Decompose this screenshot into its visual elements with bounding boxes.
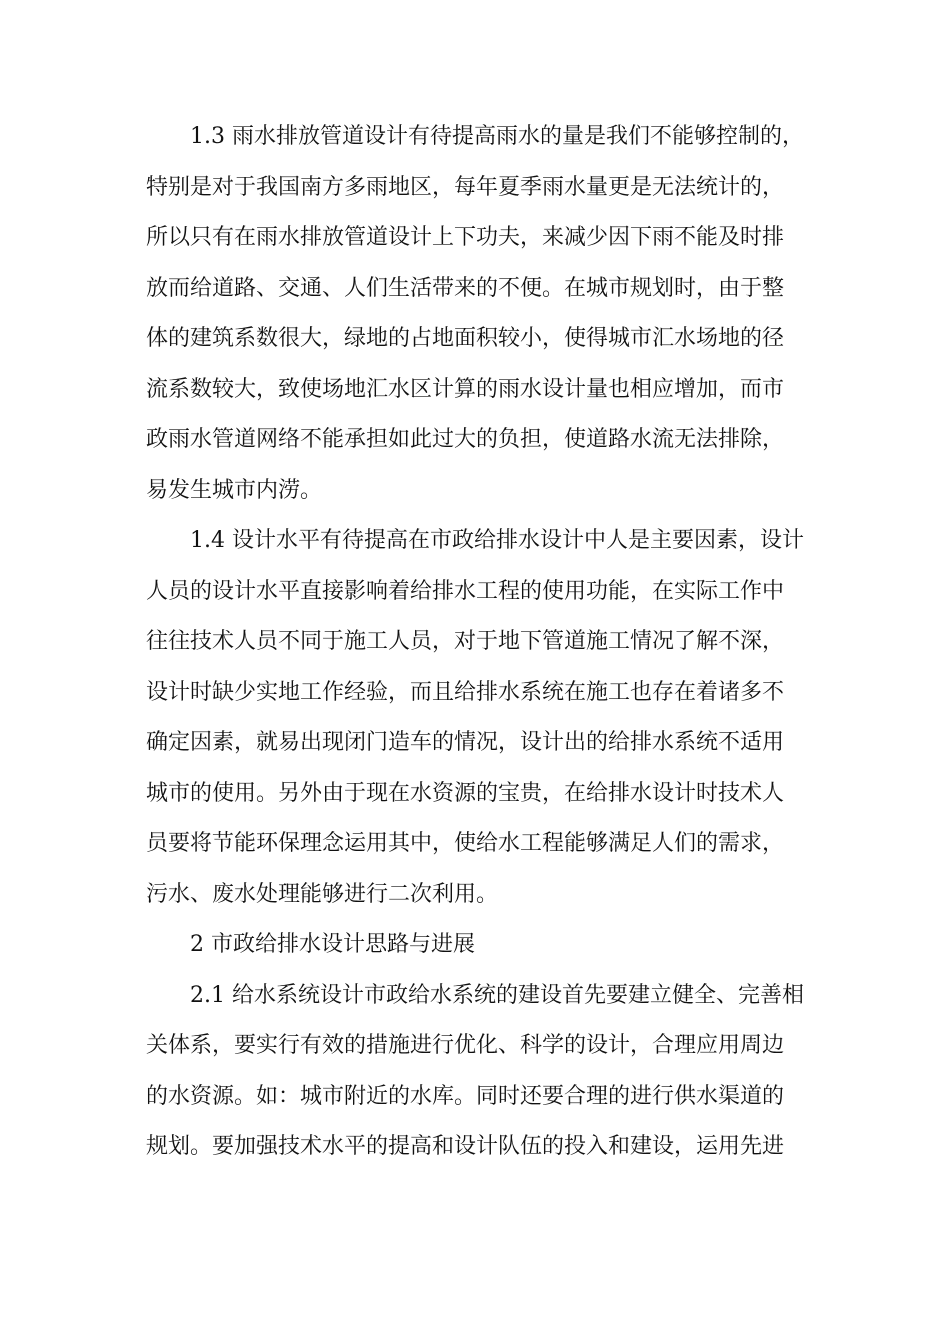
text-line: 城市的使用。另外由于现在水资源的宝贵，在给排水设计时技术人	[146, 780, 785, 806]
text-line: 易发生城市内涝。	[146, 477, 323, 503]
text-line: 所以只有在雨水排放管道设计上下功夫，来减少因下雨不能及时排	[146, 225, 785, 250]
paragraph-2-1	[146, 971, 808, 1173]
text-line: 体的建筑系数很大，绿地的占地面积较小，使得城市汇水场地的径	[146, 326, 785, 351]
text-line: 特别是对于我国南方多雨地区，每年夏季雨水量更是无法统计的，	[146, 174, 785, 200]
text-line: 人员的设计水平直接影响着给排水工程的使用功能，在实际工作中	[146, 578, 785, 604]
text-line: 规划。要加强技术水平的提高和设计队伍的投入和建设，运用先进	[146, 1134, 785, 1159]
text-line: 的水资源。如：城市附近的水库。同时还要合理的进行供水渠道的	[146, 1083, 785, 1109]
section-heading-2	[146, 920, 808, 971]
text-line: 1.4 设计水平有待提高在市政给排水设计中人是主要因素，设计	[190, 528, 804, 553]
text-line: 关体系，要实行有效的措施进行优化、科学的设计，合理应用周边	[146, 1033, 785, 1058]
text-line: 员要将节能环保理念运用其中，使给水工程能够满足人们的需求，	[146, 831, 785, 856]
text-line: 污水、废水处理能够进行二次利用。	[146, 881, 499, 907]
text-line: 1.3 雨水排放管道设计有待提高雨水的量是我们不能够控制的，	[190, 124, 804, 149]
paragraph-1-3	[146, 112, 808, 516]
text-line: 设计时缺少实地工作经验，而且给排水系统在施工也存在着诸多不	[146, 679, 785, 705]
text-line: 政雨水管道网络不能承担如此过大的负担，使道路水流无法排除，	[146, 427, 785, 452]
text-line: 流系数较大，致使场地汇水区计算的雨水设计量也相应增加，而市	[146, 376, 785, 402]
text-line: 确定因素，就易出现闭门造车的情况，设计出的给排水系统不适用	[146, 730, 785, 755]
text-line: 2.1 给水系统设计市政给水系统的建设首先要建立健全、完善相	[190, 982, 804, 1008]
paragraph-1-4	[146, 516, 808, 920]
text-line: 放而给道路、交通、人们生活带来的不便。在城市规划时，由于整	[146, 275, 785, 301]
text-line: 往往技术人员不同于施工人员，对于地下管道施工情况了解不深，	[146, 629, 785, 654]
heading-line: 2 市政给排水设计思路与进展	[190, 932, 475, 957]
